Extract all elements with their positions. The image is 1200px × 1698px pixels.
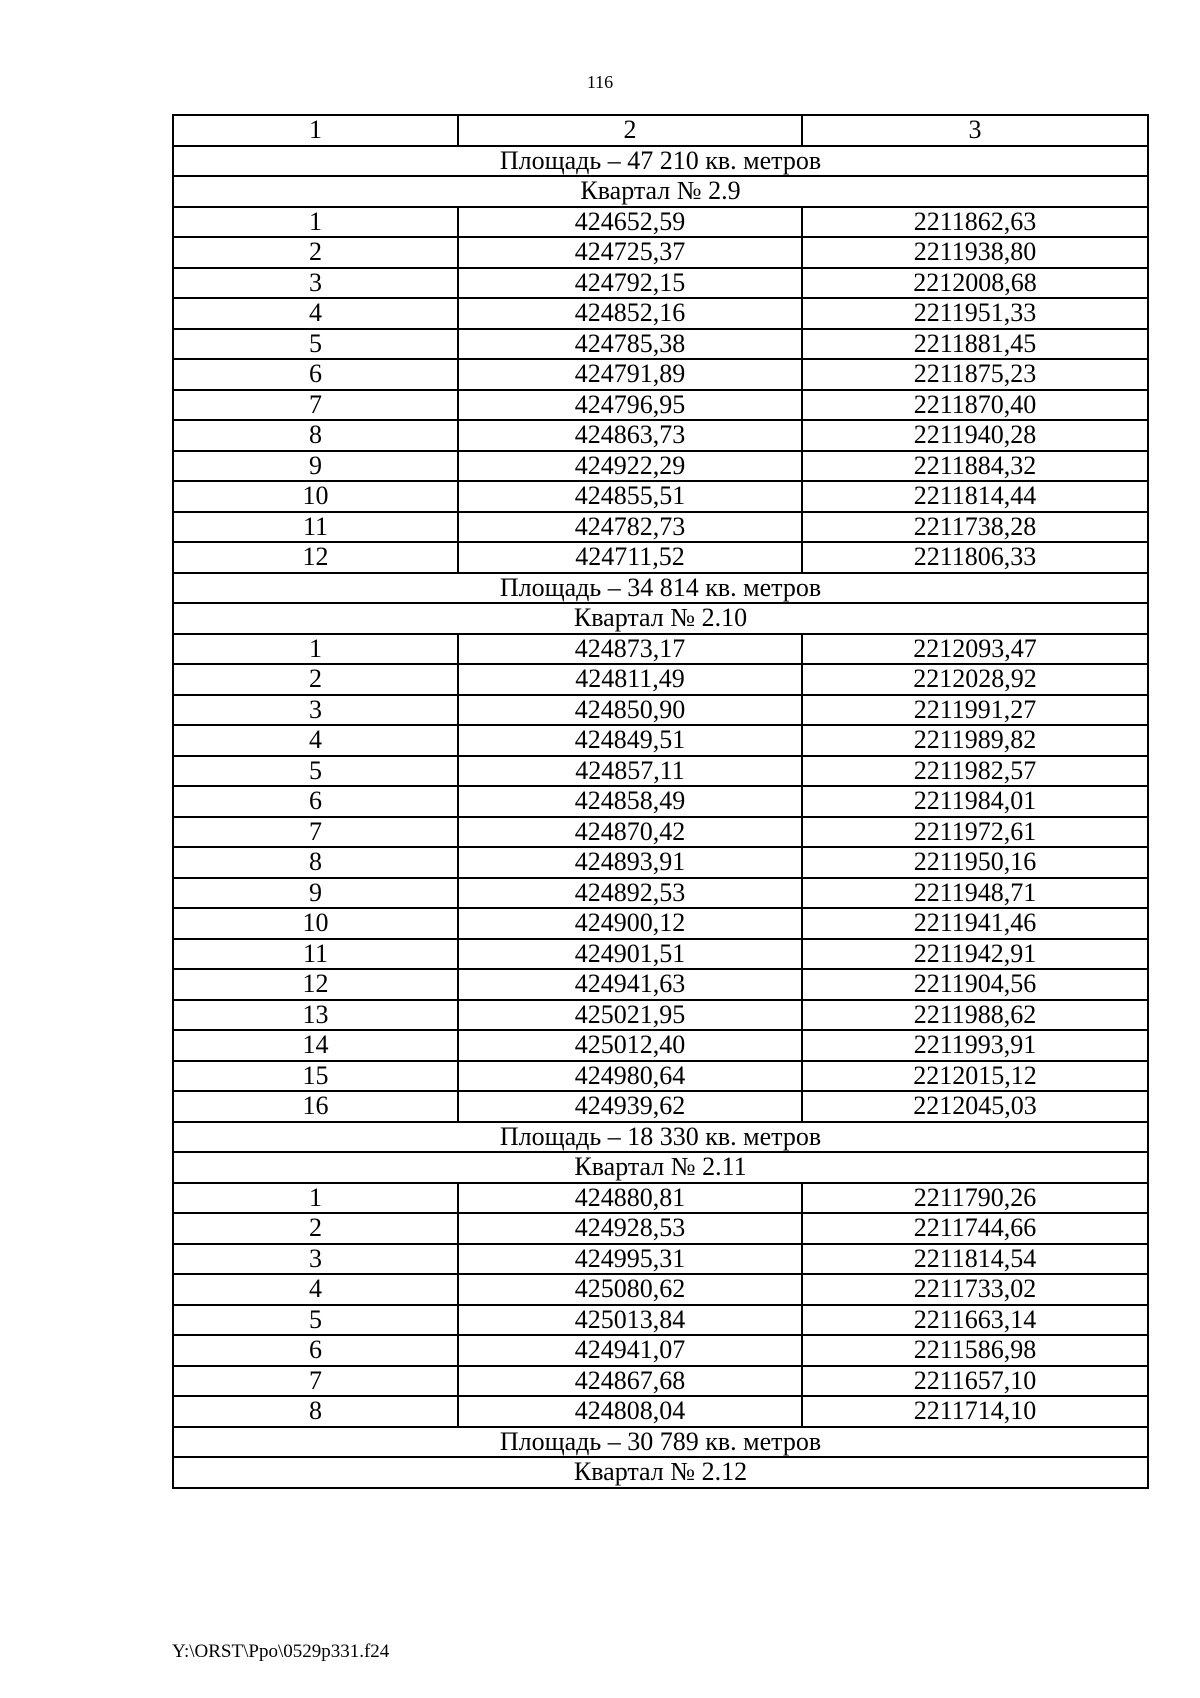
x-coordinate-cell: 424880,81: [458, 1183, 802, 1214]
table-row: [173, 1091, 1148, 1122]
table-row: [173, 1305, 1148, 1336]
coordinates-table-body: [173, 115, 1148, 1488]
y-coordinate-cell: 2211738,28: [802, 512, 1148, 543]
y-coordinate-cell: 2211806,33: [802, 542, 1148, 573]
column-header-number: 1: [173, 115, 458, 146]
table-row: [173, 1366, 1148, 1397]
y-coordinate-cell: 2211982,57: [802, 756, 1148, 787]
block-title-row: [173, 1152, 1148, 1183]
x-coordinate-cell: 424870,42: [458, 817, 802, 848]
point-number-cell: 13: [173, 1000, 458, 1031]
point-number-cell: 1: [173, 1183, 458, 1214]
point-number-cell: 4: [173, 725, 458, 756]
table-row: [173, 1183, 1148, 1214]
point-number-cell: 10: [173, 481, 458, 512]
x-coordinate-cell: 424939,62: [458, 1091, 802, 1122]
block-title-row: [173, 176, 1148, 207]
table-row: [173, 878, 1148, 909]
x-coordinate-cell: 424922,29: [458, 451, 802, 482]
x-coordinate-cell: 424995,31: [458, 1244, 802, 1275]
footer-file-path: Y:\ORST\Ppo\0529p331.f24: [172, 1641, 390, 1662]
table-row: [173, 847, 1148, 878]
x-coordinate-cell: 424850,90: [458, 695, 802, 726]
y-coordinate-cell: 2211993,91: [802, 1030, 1148, 1061]
table-header-row: [173, 115, 1148, 146]
table-row: [173, 268, 1148, 299]
table-row: [173, 695, 1148, 726]
y-coordinate-cell: 2211884,32: [802, 451, 1148, 482]
table-row: [173, 756, 1148, 787]
point-number-cell: 2: [173, 237, 458, 268]
y-coordinate-cell: 2212015,12: [802, 1061, 1148, 1092]
x-coordinate-cell: 424711,52: [458, 542, 802, 573]
area-label: Площадь – 18 330 кв. метров: [173, 1122, 1148, 1153]
point-number-cell: 6: [173, 1335, 458, 1366]
point-number-cell: 16: [173, 1091, 458, 1122]
point-number-cell: 11: [173, 939, 458, 970]
x-coordinate-cell: 424893,91: [458, 847, 802, 878]
point-number-cell: 9: [173, 451, 458, 482]
table-row: [173, 634, 1148, 665]
table-row: [173, 451, 1148, 482]
area-label: Площадь – 34 814 кв. метров: [173, 573, 1148, 604]
x-coordinate-cell: 424852,16: [458, 298, 802, 329]
y-coordinate-cell: 2211951,33: [802, 298, 1148, 329]
point-number-cell: 5: [173, 329, 458, 360]
x-coordinate-cell: 425021,95: [458, 1000, 802, 1031]
table-row: [173, 1061, 1148, 1092]
point-number-cell: 6: [173, 359, 458, 390]
y-coordinate-cell: 2211904,56: [802, 969, 1148, 1000]
y-coordinate-cell: 2211586,98: [802, 1335, 1148, 1366]
table-row: [173, 1213, 1148, 1244]
y-coordinate-cell: 2211948,71: [802, 878, 1148, 909]
page-number: 116: [586, 72, 614, 92]
table-row: [173, 1335, 1148, 1366]
x-coordinate-cell: 424785,38: [458, 329, 802, 360]
point-number-cell: 5: [173, 1305, 458, 1336]
table-row: [173, 664, 1148, 695]
coordinates-table: [172, 114, 1149, 1489]
x-coordinate-cell: 424796,95: [458, 390, 802, 421]
table-row: [173, 359, 1148, 390]
y-coordinate-cell: 2211714,10: [802, 1396, 1148, 1427]
point-number-cell: 14: [173, 1030, 458, 1061]
y-coordinate-cell: 2211875,23: [802, 359, 1148, 390]
table-row: [173, 512, 1148, 543]
y-coordinate-cell: 2212045,03: [802, 1091, 1148, 1122]
x-coordinate-cell: 424811,49: [458, 664, 802, 695]
block-title: Квартал № 2.10: [173, 603, 1148, 634]
table-row: [173, 725, 1148, 756]
point-number-cell: 8: [173, 847, 458, 878]
x-coordinate-cell: 424941,63: [458, 969, 802, 1000]
x-coordinate-cell: 424892,53: [458, 878, 802, 909]
x-coordinate-cell: 424808,04: [458, 1396, 802, 1427]
x-coordinate-cell: 424849,51: [458, 725, 802, 756]
y-coordinate-cell: 2211663,14: [802, 1305, 1148, 1336]
x-coordinate-cell: 424791,89: [458, 359, 802, 390]
x-coordinate-cell: 424941,07: [458, 1335, 802, 1366]
x-coordinate-cell: 424863,73: [458, 420, 802, 451]
area-label: Площадь – 47 210 кв. метров: [173, 146, 1148, 177]
y-coordinate-cell: 2211940,28: [802, 420, 1148, 451]
table-row: [173, 969, 1148, 1000]
point-number-cell: 3: [173, 268, 458, 299]
table-row: [173, 237, 1148, 268]
y-coordinate-cell: 2211814,44: [802, 481, 1148, 512]
y-coordinate-cell: 2212028,92: [802, 664, 1148, 695]
y-coordinate-cell: 2212008,68: [802, 268, 1148, 299]
x-coordinate-cell: 425013,84: [458, 1305, 802, 1336]
y-coordinate-cell: 2211657,10: [802, 1366, 1148, 1397]
table-row: [173, 1030, 1148, 1061]
area-row: [173, 1122, 1148, 1153]
x-coordinate-cell: 424928,53: [458, 1213, 802, 1244]
column-header-y: 3: [802, 115, 1148, 146]
y-coordinate-cell: 2211972,61: [802, 817, 1148, 848]
x-coordinate-cell: 424792,15: [458, 268, 802, 299]
y-coordinate-cell: 2211989,82: [802, 725, 1148, 756]
table-row: [173, 420, 1148, 451]
point-number-cell: 11: [173, 512, 458, 543]
y-coordinate-cell: 2211941,46: [802, 908, 1148, 939]
x-coordinate-cell: 424857,11: [458, 756, 802, 787]
block-title-row: [173, 1457, 1148, 1488]
y-coordinate-cell: 2211942,91: [802, 939, 1148, 970]
y-coordinate-cell: 2211814,54: [802, 1244, 1148, 1275]
table-row: [173, 542, 1148, 573]
area-label: Площадь – 30 789 кв. метров: [173, 1427, 1148, 1458]
table-row: [173, 298, 1148, 329]
table-row: [173, 939, 1148, 970]
point-number-cell: 1: [173, 207, 458, 238]
y-coordinate-cell: 2211991,27: [802, 695, 1148, 726]
y-coordinate-cell: 2211950,16: [802, 847, 1148, 878]
y-coordinate-cell: 2211984,01: [802, 786, 1148, 817]
point-number-cell: 12: [173, 542, 458, 573]
y-coordinate-cell: 2212093,47: [802, 634, 1148, 665]
x-coordinate-cell: 424858,49: [458, 786, 802, 817]
area-row: [173, 1427, 1148, 1458]
point-number-cell: 12: [173, 969, 458, 1000]
x-coordinate-cell: 424901,51: [458, 939, 802, 970]
point-number-cell: 2: [173, 1213, 458, 1244]
point-number-cell: 4: [173, 1274, 458, 1305]
point-number-cell: 3: [173, 695, 458, 726]
table-row: [173, 329, 1148, 360]
x-coordinate-cell: 425012,40: [458, 1030, 802, 1061]
point-number-cell: 8: [173, 1396, 458, 1427]
area-row: [173, 573, 1148, 604]
table-row: [173, 207, 1148, 238]
table-row: [173, 390, 1148, 421]
column-header-x: 2: [458, 115, 802, 146]
table-row: [173, 1274, 1148, 1305]
x-coordinate-cell: 424855,51: [458, 481, 802, 512]
point-number-cell: 7: [173, 1366, 458, 1397]
y-coordinate-cell: 2211733,02: [802, 1274, 1148, 1305]
y-coordinate-cell: 2211881,45: [802, 329, 1148, 360]
y-coordinate-cell: 2211862,63: [802, 207, 1148, 238]
block-title: Квартал № 2.9: [173, 176, 1148, 207]
x-coordinate-cell: 424782,73: [458, 512, 802, 543]
y-coordinate-cell: 2211988,62: [802, 1000, 1148, 1031]
block-title: Квартал № 2.12: [173, 1457, 1148, 1488]
table-row: [173, 1396, 1148, 1427]
point-number-cell: 9: [173, 878, 458, 909]
block-title-row: [173, 603, 1148, 634]
area-row: [173, 146, 1148, 177]
x-coordinate-cell: 425080,62: [458, 1274, 802, 1305]
point-number-cell: 8: [173, 420, 458, 451]
x-coordinate-cell: 424652,59: [458, 207, 802, 238]
table-row: [173, 481, 1148, 512]
table-row: [173, 786, 1148, 817]
point-number-cell: 15: [173, 1061, 458, 1092]
y-coordinate-cell: 2211870,40: [802, 390, 1148, 421]
point-number-cell: 7: [173, 817, 458, 848]
y-coordinate-cell: 2211790,26: [802, 1183, 1148, 1214]
point-number-cell: 3: [173, 1244, 458, 1275]
table-row: [173, 817, 1148, 848]
y-coordinate-cell: 2211744,66: [802, 1213, 1148, 1244]
point-number-cell: 2: [173, 664, 458, 695]
x-coordinate-cell: 424980,64: [458, 1061, 802, 1092]
point-number-cell: 6: [173, 786, 458, 817]
point-number-cell: 1: [173, 634, 458, 665]
x-coordinate-cell: 424725,37: [458, 237, 802, 268]
block-title: Квартал № 2.11: [173, 1152, 1148, 1183]
point-number-cell: 7: [173, 390, 458, 421]
table-row: [173, 908, 1148, 939]
table-row: [173, 1244, 1148, 1275]
x-coordinate-cell: 424867,68: [458, 1366, 802, 1397]
y-coordinate-cell: 2211938,80: [802, 237, 1148, 268]
x-coordinate-cell: 424900,12: [458, 908, 802, 939]
point-number-cell: 5: [173, 756, 458, 787]
x-coordinate-cell: 424873,17: [458, 634, 802, 665]
point-number-cell: 4: [173, 298, 458, 329]
point-number-cell: 10: [173, 908, 458, 939]
table-row: [173, 1000, 1148, 1031]
